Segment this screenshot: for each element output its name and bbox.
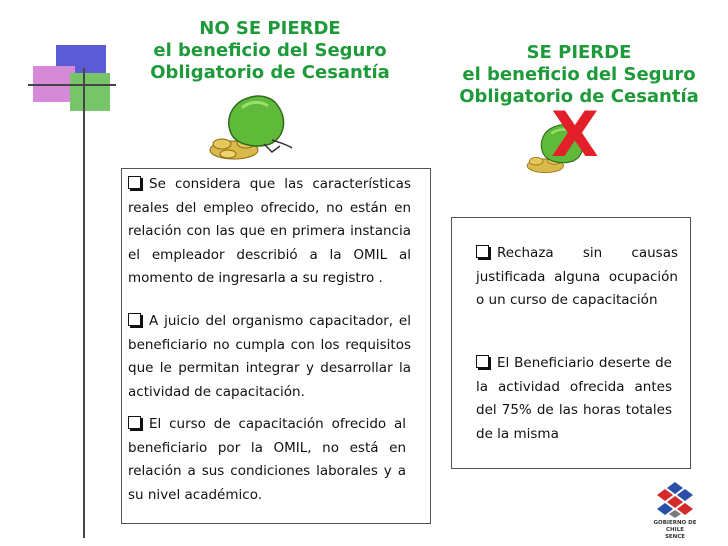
left-heading-line1: NO SE PIERDE bbox=[199, 18, 341, 39]
left-item-2-text: A juicio del organismo capacitador, el beneficiario no cumpla con los requisitos que le permitan integrar y desarrollar la actividad de capacitación. bbox=[128, 313, 411, 400]
logo-line2: SENCE bbox=[664, 534, 686, 540]
right-item-2 bbox=[476, 352, 672, 446]
right-item-1 bbox=[476, 242, 678, 313]
left-item-3-text: El curso de capacitación ofrecido al beneficiario por la OMIL, no está en relación a sus condiciones laborales y a su nivel académico. bbox=[128, 416, 406, 503]
right-heading-line1: SE PIERDE bbox=[526, 42, 632, 63]
right-item-1-text: Rechaza sin causas justificada alguna ocupación o un curso de capacitación bbox=[476, 245, 678, 308]
x-mark: X bbox=[551, 98, 599, 171]
money-bag-icon bbox=[206, 86, 298, 162]
decor-vertical-line bbox=[83, 68, 85, 538]
right-heading-line3: Obligatorio de Cesantía bbox=[459, 86, 699, 107]
checkbox-bullet-icon bbox=[128, 176, 141, 189]
left-heading-line3: Obligatorio de Cesantía bbox=[150, 62, 390, 83]
left-item-1-text: Se considera que las características reales del empleo ofrecido, no están en relación con las que en primera instancia el empleador describió a la OMIL al momento de ingresarla a su registro . bbox=[128, 176, 411, 286]
logo-line1: GOBIERNO DE CHILE bbox=[653, 520, 697, 533]
left-heading bbox=[140, 18, 400, 84]
logo-caption bbox=[644, 520, 706, 541]
left-item-2 bbox=[128, 310, 411, 404]
left-item-1 bbox=[128, 173, 411, 291]
checkbox-bullet-icon bbox=[476, 245, 489, 258]
left-heading-line2: el beneficio del Seguro bbox=[153, 40, 387, 61]
checkbox-bullet-icon bbox=[128, 313, 141, 326]
right-item-2-text: El Beneficiario deserte de la actividad ofrecida antes del 75% de las horas totales de la misma bbox=[476, 355, 672, 442]
decor-horizontal-line bbox=[28, 84, 116, 86]
checkbox-bullet-icon bbox=[476, 355, 489, 368]
sence-logo-icon bbox=[650, 480, 700, 520]
left-item-3 bbox=[128, 413, 406, 507]
right-heading-line2: el beneficio del Seguro bbox=[462, 64, 696, 85]
decor-square-green bbox=[70, 73, 110, 111]
checkbox-bullet-icon bbox=[128, 416, 141, 429]
